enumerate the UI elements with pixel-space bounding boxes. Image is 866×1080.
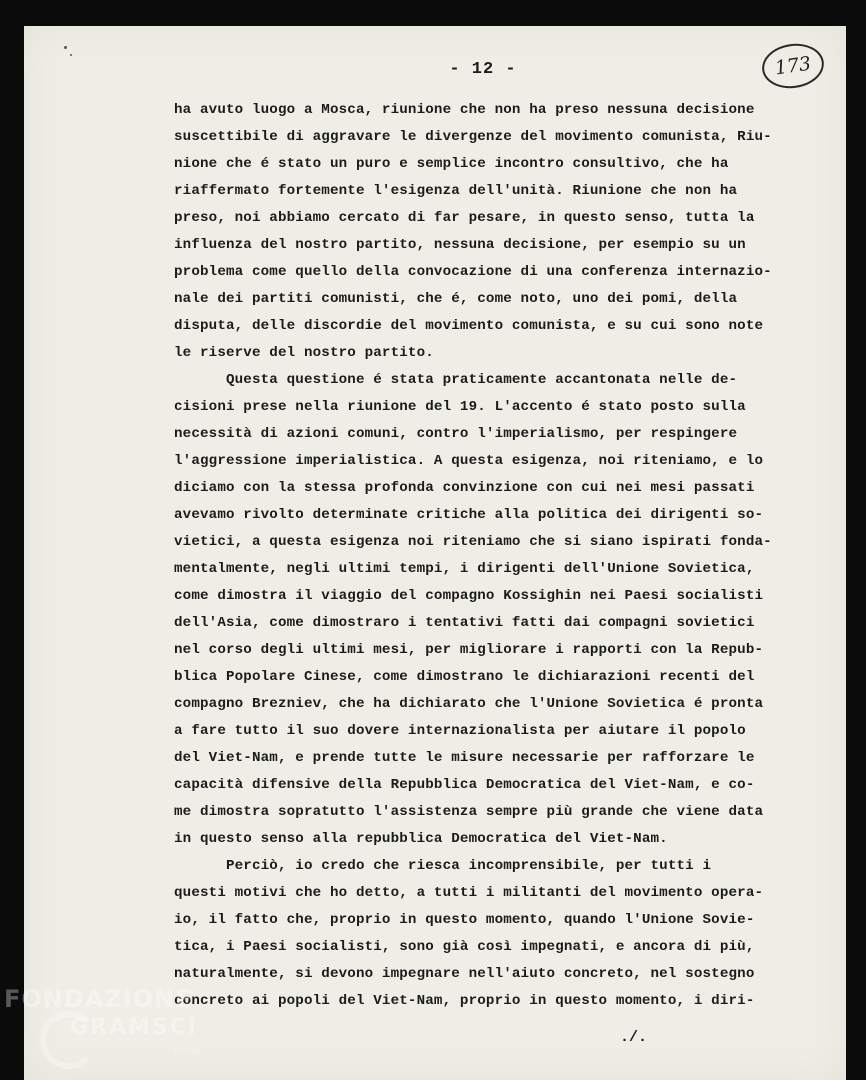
text-line: nel corso degli ultimi mesi, per migliorare i rapporti con la Repub- <box>174 642 764 658</box>
page-number: - 12 - <box>449 60 517 79</box>
text-line: a fare tutto il suo dovere internazionalista per aiutare il popolo <box>174 723 746 739</box>
text-line: io, il fatto che, proprio in questo momento, quando l'Unione Sovie- <box>174 912 755 928</box>
text-line: diciamo con la stessa profonda convinzione con cui nei mesi passati <box>174 480 755 496</box>
text-line: problema come quello della convocazione di una conferenza internazio- <box>174 264 772 280</box>
paper-speck <box>70 54 72 56</box>
text-line: le riserve del nostro partito. <box>174 345 434 361</box>
text-line: cisioni prese nella riunione del 19. L'accento é stato posto sulla <box>174 399 746 415</box>
text-line: l'aggressione imperialistica. A questa esigenza, noi riteniamo, e lo <box>174 453 764 469</box>
text-line: suscettibile di aggravare le divergenze del movimento comunista, Riu- <box>174 129 772 145</box>
text-line: concreto ai popoli del Viet-Nam, proprio in questo momento, i diri- <box>174 993 755 1009</box>
text-line: compagno Brezniev, che ha dichiarato che l'Unione Sovietica é pronta <box>174 696 764 712</box>
typewritten-body <box>174 97 826 1015</box>
text-line: blica Popolare Cinese, come dimostrano le dichiarazioni recenti del <box>174 669 755 685</box>
text-line: vietici, a questa esigenza noi riteniamo che si siano ispirati fonda- <box>174 534 772 550</box>
text-line: Questa questione é stata praticamente accantonata nelle de- <box>174 372 738 388</box>
text-line: influenza del nostro partito, nessuna decisione, per esempio su un <box>174 237 746 253</box>
watermark-line2: GRAMSCI <box>70 1015 199 1040</box>
text-line: nione che é stato un puro e semplice incontro consultivo, che ha <box>174 156 729 172</box>
text-line: disputa, delle discordie del movimento comunista, e su cui sono note <box>174 318 764 334</box>
text-line: naturalmente, si devono impegnare nell'aiuto concreto, nel sostegno <box>174 966 755 982</box>
fondazione-gramsci-watermark <box>4 985 234 1075</box>
archive-number-stamp: 173 <box>759 40 827 92</box>
text-line: avevamo rivolto determinate critiche alla politica dei dirigenti so- <box>174 507 764 523</box>
continuation-mark: ./. <box>620 1029 648 1046</box>
watermark-line1: FONDAZIONE <box>4 985 193 1013</box>
paper-speck <box>64 46 67 49</box>
watermark-sub: onlus <box>174 1045 201 1056</box>
text-line: dell'Asia, come dimostraro i tentativi fatti dai compagni sovietici <box>174 615 755 631</box>
text-line: preso, noi abbiamo cercato di far pesare, in questo senso, tutta la <box>174 210 755 226</box>
text-line: tica, i Paesi socialisti, sono già così impegnati, e ancora di più, <box>174 939 755 955</box>
text-line: riaffermato fortemente l'esigenza dell'unità. Riunione che non ha <box>174 183 738 199</box>
text-line: mentalmente, negli ultimi tempi, i dirigenti dell'Unione Sovietica, <box>174 561 755 577</box>
text-line: ha avuto luogo a Mosca, riunione che non ha preso nessuna decisione <box>174 102 755 118</box>
text-line: del Viet-Nam, e prende tutte le misure necessarie per rafforzare le <box>174 750 755 766</box>
text-line: me dimostra sopratutto l'assistenza sempre più grande che viene data <box>174 804 764 820</box>
text-line: in questo senso alla repubblica Democratica del Viet-Nam. <box>174 831 668 847</box>
text-line: nale dei partiti comunisti, che é, come noto, uno dei pomi, della <box>174 291 738 307</box>
text-line: capacità difensive della Repubblica Democratica del Viet-Nam, e co- <box>174 777 755 793</box>
text-line: questi motivi che ho detto, a tutti i militanti del movimento opera- <box>174 885 764 901</box>
text-line: necessità di azioni comuni, contro l'imperialismo, per respingere <box>174 426 738 442</box>
text-line: Perciò, io credo che riesca incomprensibile, per tutti i <box>174 858 712 874</box>
text-line: come dimostra il viaggio del compagno Kossighin nei Paesi socialisti <box>174 588 764 604</box>
